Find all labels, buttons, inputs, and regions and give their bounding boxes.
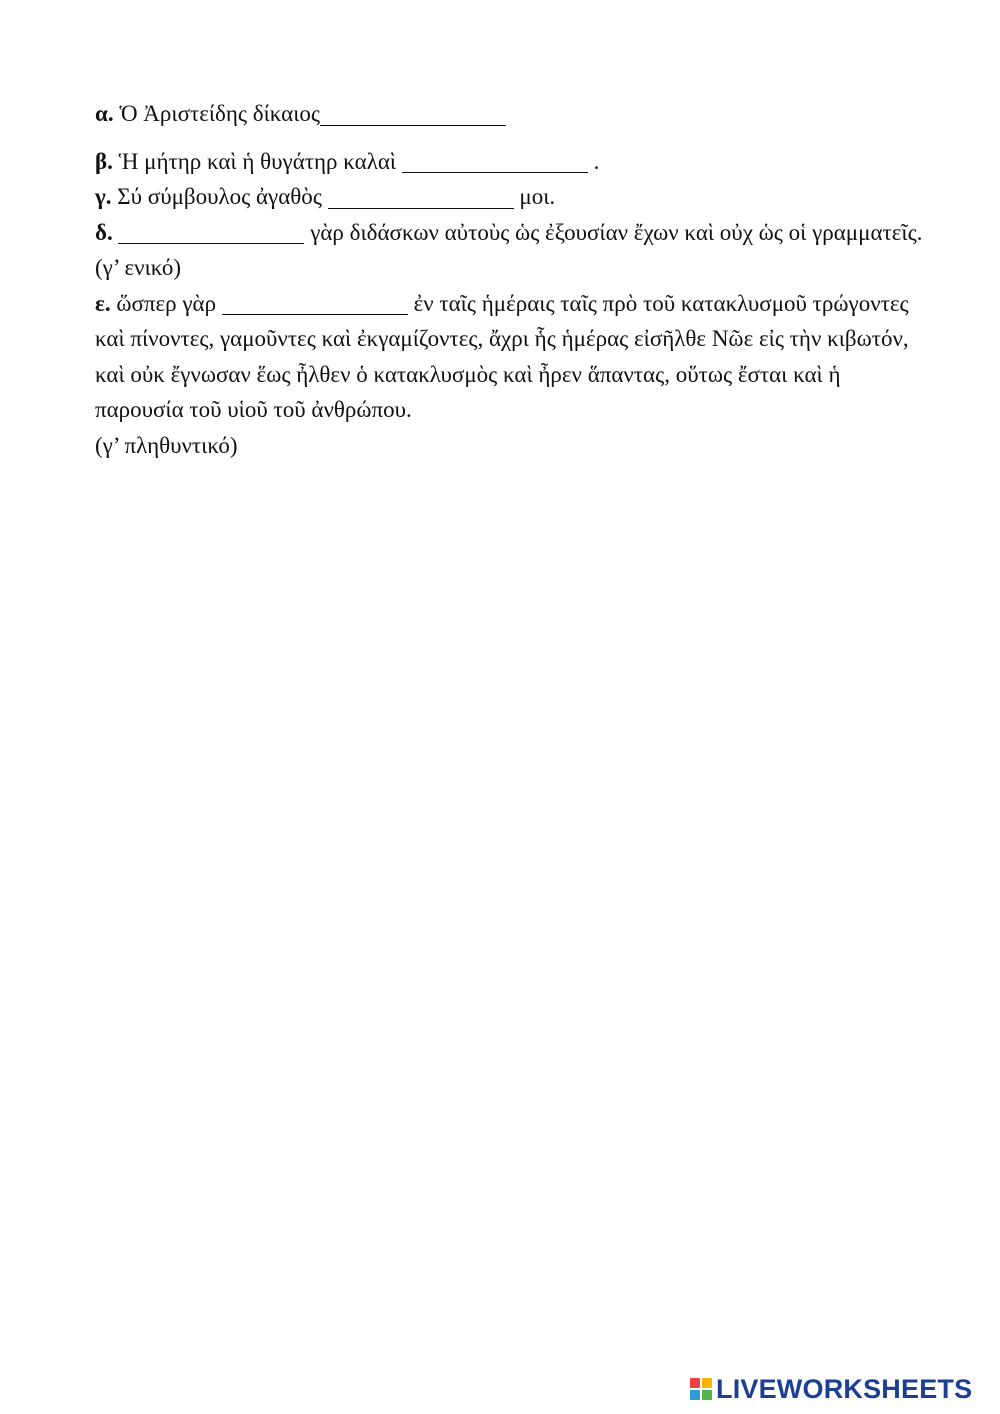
- logo-square: [702, 1378, 712, 1388]
- exercise-e: [95, 286, 925, 464]
- exercise-text: μοι.: [513, 184, 556, 209]
- exercise-label: ε.: [95, 290, 111, 316]
- logo-square: [690, 1378, 700, 1388]
- exercise-label: β.: [95, 148, 113, 174]
- liveworksheets-logo: [690, 1374, 972, 1404]
- answer-blank-c[interactable]: [328, 186, 514, 209]
- answer-blank-a[interactable]: [320, 103, 506, 126]
- exercise-text: γὰρ διδάσκων αὐτοὺς ὡς ἐξουσίαν ἔχων καὶ οὐχ ὡς οἱ γραμματεῖς. (γ’ ενικό): [95, 219, 923, 280]
- exercise-text: ὥσπερ γὰρ: [110, 290, 222, 316]
- exercise-note: (γ’ πληθυντικό): [95, 432, 238, 458]
- exercise-label: δ.: [95, 219, 113, 245]
- exercise-text: Ὁ Ἀριστείδης δίκαιος: [113, 101, 321, 126]
- exercise-label: α.: [95, 101, 114, 126]
- exercise-text: Σύ σύμβουλος ἀγαθὸς: [111, 184, 328, 209]
- exercise-b: [95, 144, 925, 180]
- worksheet: [95, 96, 925, 463]
- logo-square: [702, 1390, 712, 1400]
- answer-blank-b[interactable]: [402, 150, 588, 173]
- exercise-text: ἐν ταῖς ἡμέραις ταῖς πρὸ τοῦ κατακλυσμοῦ τρώγοντες καὶ πίνοντες, γαμοῦντες καὶ ἐκγαμίζοντες, ἄχρι ἧς ἡμέρας εἰσῆλθε Νῶε εἰς τὴν κιβωτόν, καὶ οὐκ ἔγνωσαν ἕως ἦλθεν ὁ κατακλυσμὸς καὶ ἦρεν ἅπαντας, οὕτως ἔσται καὶ ἡ παρουσία τοῦ υἱοῦ τοῦ ἀνθρώπου.: [95, 290, 909, 422]
- answer-blank-e[interactable]: [222, 292, 408, 315]
- exercise-text: Ἡ μήτηρ καὶ ἡ θυγάτηρ καλαὶ: [112, 148, 402, 174]
- exercise-a: [95, 96, 925, 132]
- logo-squares-icon: [690, 1378, 712, 1400]
- logo-square: [690, 1390, 700, 1400]
- exercise-d: [95, 215, 925, 286]
- exercise-c: [95, 179, 925, 215]
- exercise-label: γ.: [95, 184, 112, 209]
- exercise-text: .: [587, 148, 600, 174]
- answer-blank-d[interactable]: [118, 221, 304, 244]
- logo-text: LIVEWORKSHEETS: [716, 1373, 973, 1404]
